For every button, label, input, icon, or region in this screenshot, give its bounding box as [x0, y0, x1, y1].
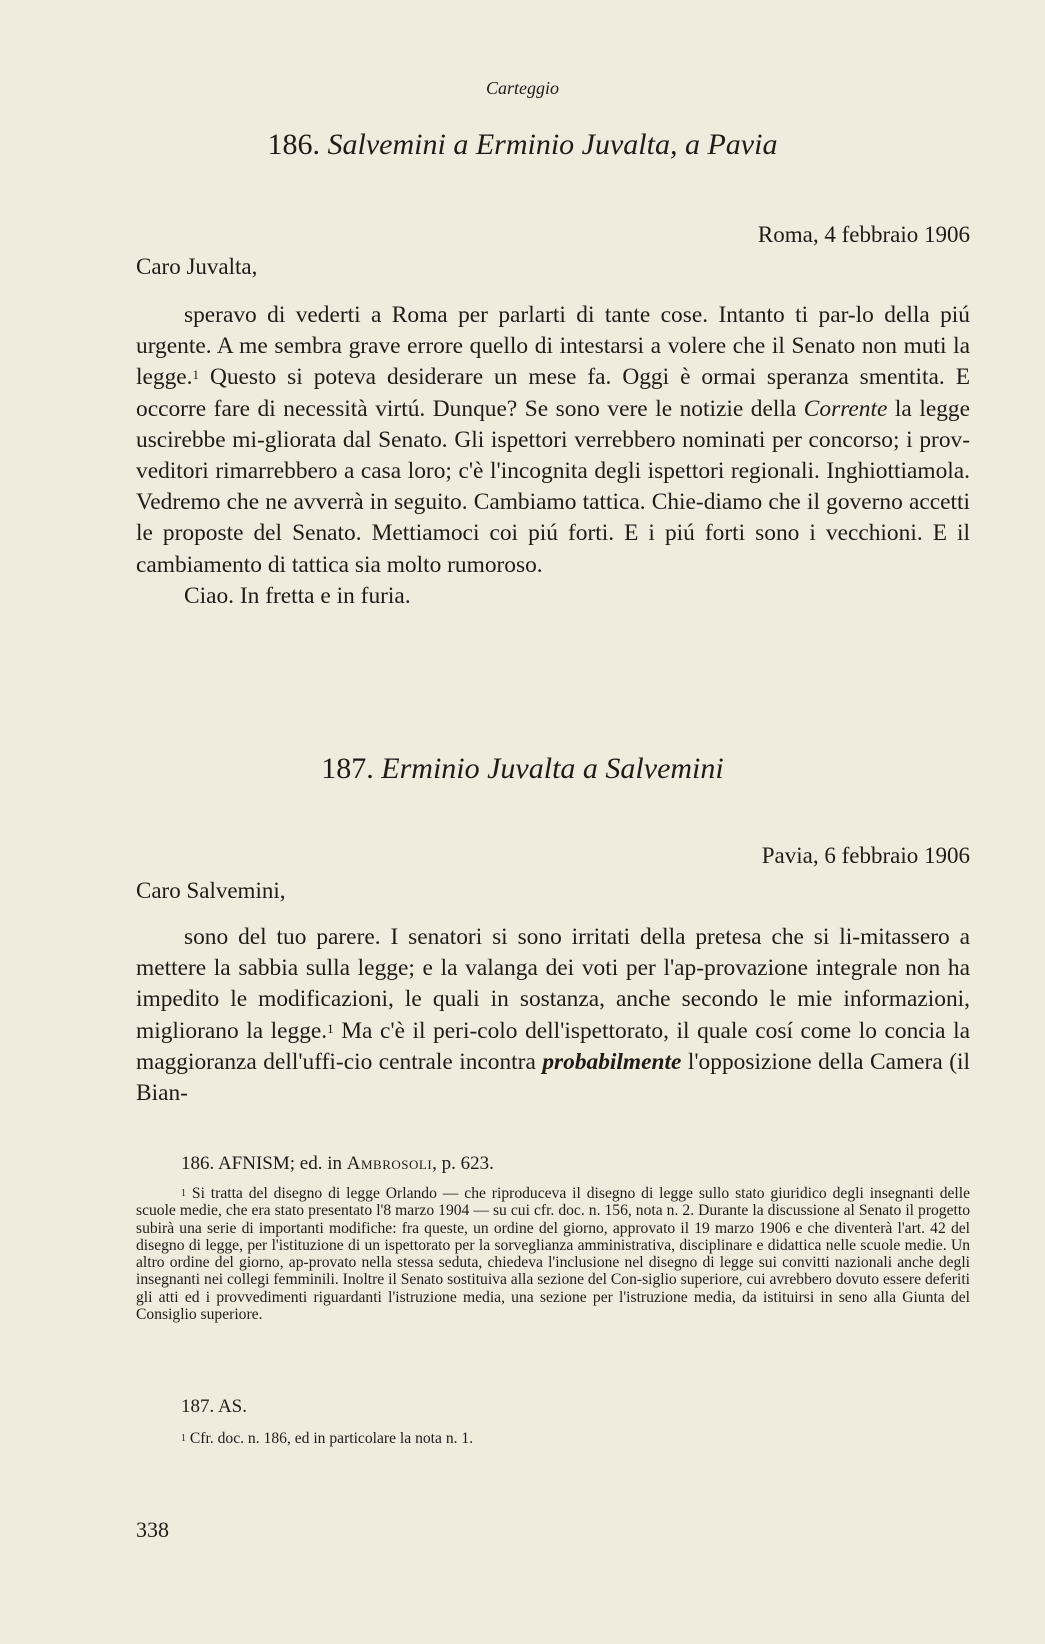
- text-run: , p. 623.: [432, 1153, 494, 1174]
- footnote-186: [136, 1185, 970, 1323]
- text-run: la legge uscirebbe mi-gliorata dal Senato. Gli ispettori verrebbero nominati per concorso; i prov-veditori rimarrebbero a casa loro; c'è l'incognita degli ispettori regionali. Inghiottiamola. Vedremo che ne avverrà in seguito. Cambiamo tattica. Chie-diamo che il governo accetti le proposte del Senato. Mettiamoci coi piú forti. E i piú forti sono i vecchioni. E il cambiamento di tattica sia molto rumoroso.: [136, 395, 970, 578]
- letter-186-title: [0, 128, 1045, 162]
- text-run: l'opposizione della Camera (il Bian-: [136, 1048, 970, 1107]
- source-note-187: 187. AS.: [181, 1396, 247, 1417]
- letter-187-number: 187.: [321, 752, 374, 785]
- author-small-caps: Ambrosoli: [346, 1153, 433, 1174]
- periodical-title: Corrente: [803, 395, 888, 422]
- footnote-ref: 1: [327, 1020, 334, 1036]
- running-head: Carteggio: [485, 78, 559, 98]
- footnote-text: Cfr. doc. n. 186, ed in particolare la nota n. 1.: [186, 1430, 474, 1447]
- footnote-marker: 1: [181, 1188, 186, 1199]
- letter-186-salutation: Caro Juvalta,: [136, 254, 258, 279]
- text-run: Questo si poteva desiderare un mese fa. Oggi è ormai speranza smentita. E occorre fare di necessità virtú. Dunque? Se sono vere le notizie della: [136, 364, 970, 422]
- letter-186-closing: Ciao. In fretta e in furia.: [184, 582, 411, 609]
- letter-187-dateline: Pavia, 6 febbraio 1906: [761, 843, 970, 868]
- letter-186-heading: Salvemini a Erminio Juvalta, a Pavia: [327, 128, 778, 161]
- page-number: 338: [136, 1517, 169, 1542]
- letter-186-dateline: Roma, 4 febbraio 1906: [757, 222, 970, 247]
- footnote-marker: 1: [181, 1433, 186, 1444]
- text-run: 186. AFNISM; ed. in: [181, 1153, 347, 1174]
- letter-187-salutation: Caro Salvemini,: [136, 878, 286, 903]
- footnote-187: [136, 1430, 970, 1447]
- text-run: sono del tuo parere. I senatori si sono irritati della pretesa che si li-mitassero a mettere la sabbia sulla legge; e la valanga dei voti per l'ap-provazione integrale non ha impedito le modificazioni, le quali in sostanza, anche secondo le mie informazioni, migliorano la legge.: [136, 924, 970, 1044]
- letter-187-title: [0, 752, 1045, 786]
- text-run: speravo di vederti a Roma per parlarti di tante cose. Intanto ti par-lo della piú urgente. A me sembra grave errore quello di intestarsi a volere che il Senato non muti la legge.: [136, 302, 970, 391]
- letter-186-paragraph: [136, 300, 970, 581]
- emphasized-word: probabilmente: [542, 1048, 682, 1075]
- footnote-ref: 1: [192, 367, 200, 383]
- letter-187-body: [136, 922, 970, 1109]
- text-run: Ma c'è il peri-colo dell'ispettorato, il quale cosí come lo concia la maggioranza dell'uffi-cio centrale incontra: [136, 1017, 970, 1075]
- letter-186-body: [136, 300, 970, 612]
- letter-186-number: 186.: [267, 128, 321, 161]
- source-note-186: [181, 1153, 494, 1175]
- footnote-text: Si tratta del disegno di legge Orlando — che riproduceva il disegno di legge sullo stato giuridico degli insegnanti delle scuole medie, che era stato presentato l'8 marzo 1904 — su cui cfr. doc. n. 156, nota n. 2. Durante la discussione al Senato il progetto subirà una serie di importanti modifiche: fra queste, un ordine del giorno, approvato il 19 marzo 1906 e che diventerà l'art. 42 del disegno di legge, per l'istituzione di un ispettorato per la sorveglianza amministrativa, disciplinare e didattica nelle scuole medie. Un altro ordine del giorno, ap-provato nella stessa seduta, chiedeva l'inclusione nel disegno di legge sui convitti nazionali anche degli insegnanti nei collegi femminili. Inoltre il Senato sostituiva alla sezione del Con-siglio superiore, cui avrebbero dovuto essere deferiti gli atti ed i provvedimenti riguardanti l'istruzione media, una sezione per l'istruzione media, da istituirsi in seno alla Giunta del Consiglio superiore.: [136, 1185, 970, 1324]
- letter-187-paragraph: [136, 922, 970, 1109]
- letter-187-heading: Erminio Juvalta a Salvemini: [381, 752, 724, 785]
